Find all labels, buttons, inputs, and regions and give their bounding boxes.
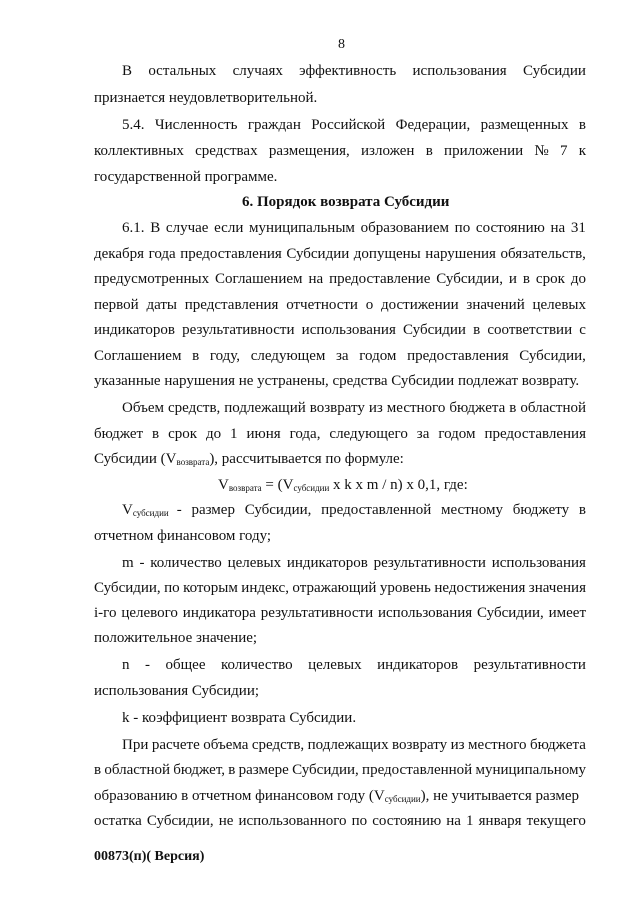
word: 1	[466, 813, 474, 829]
word: При	[122, 737, 149, 753]
word: размещенных	[480, 117, 569, 133]
word: количество	[221, 657, 293, 673]
word: областной	[520, 400, 586, 416]
word: расчете	[151, 737, 200, 753]
p5-line-3-text: образованию в отчетном финансовом году (V	[94, 788, 385, 804]
p3-line-5	[94, 323, 586, 338]
word: бюджета	[529, 737, 586, 753]
word: остальных	[148, 63, 217, 79]
word: 1	[230, 426, 238, 442]
word: -	[139, 555, 145, 571]
word: подлежащих	[307, 737, 389, 753]
word: году,	[209, 348, 241, 364]
p4-line-1	[122, 401, 586, 416]
word: Субсидии,	[244, 502, 312, 518]
word: до	[570, 271, 586, 287]
word: на	[446, 813, 461, 829]
word: в	[578, 117, 586, 133]
word: №	[534, 143, 549, 159]
p2-line-1	[122, 118, 586, 133]
word: предоставление	[329, 271, 431, 287]
p5-line-3	[94, 789, 579, 804]
p5-line-2	[94, 763, 586, 778]
word: граждан	[247, 117, 301, 133]
word: предоставления	[484, 426, 586, 442]
p4-line-2	[94, 427, 586, 442]
p5-line-3-tail: ), не учитывается размер	[420, 788, 579, 804]
word: Субсидии	[523, 63, 586, 79]
page-number: 8	[338, 37, 345, 52]
word: обязательств,	[500, 246, 586, 262]
word: использования	[377, 605, 473, 621]
word: июня	[246, 426, 281, 442]
word: уровень	[379, 580, 431, 596]
word: в	[522, 271, 530, 287]
word: если	[214, 220, 244, 236]
word: значений	[466, 297, 525, 313]
word: 7	[559, 143, 568, 159]
word: в	[228, 762, 236, 778]
p3-line-1	[122, 221, 586, 236]
word: 5.4.	[122, 117, 145, 133]
word: с	[579, 322, 586, 338]
word: i-го	[94, 605, 117, 621]
word: Соглашением	[94, 348, 182, 364]
word: предоставленной	[321, 502, 432, 518]
def-v-symbol: Vсубсидии	[122, 502, 169, 518]
word: имеет	[548, 605, 586, 621]
word: местного	[467, 737, 527, 753]
def-m-line-4: положительное значение;	[94, 630, 258, 646]
word: Субсидии,	[146, 813, 214, 829]
word: состоянию	[475, 220, 545, 236]
p3-line-3	[94, 272, 586, 287]
word: Субсидии,	[94, 580, 161, 596]
word: и	[508, 271, 517, 287]
word: срок	[168, 426, 198, 442]
word: приложении	[444, 143, 524, 159]
word: результативности	[373, 555, 486, 571]
word: размер	[191, 502, 235, 518]
word: текущего	[526, 813, 586, 829]
word: Объем	[122, 400, 164, 416]
formula-sub-1: возврата	[228, 483, 262, 493]
word: в	[94, 762, 102, 778]
word: из	[450, 737, 465, 753]
p3-line-7: указанные нарушения не устранены, средства Субсидии подлежат возврату.	[94, 373, 580, 389]
def-v-line-1	[122, 503, 586, 518]
word: в	[425, 143, 433, 159]
word: индикаторов	[94, 322, 175, 338]
word: в	[152, 426, 160, 442]
word: на	[308, 271, 324, 287]
word: использованного	[238, 813, 347, 829]
def-n-line-2: использования Субсидии;	[94, 683, 260, 699]
word: Субсидии,	[292, 762, 359, 778]
word: индекс,	[241, 580, 289, 596]
word: количество	[150, 555, 222, 571]
word: Федерации,	[395, 117, 471, 133]
p5-line-3-subscript: субсидии	[384, 794, 421, 804]
word: возврату	[309, 400, 365, 416]
word: по	[454, 220, 471, 236]
p3-line-6	[94, 349, 586, 364]
word: о	[365, 297, 374, 313]
word: коллективных	[94, 143, 184, 159]
word: предоставленной	[362, 762, 473, 778]
word: Соглашением	[215, 271, 303, 287]
word: которым	[183, 580, 238, 596]
word: декабря	[94, 246, 145, 262]
p3-line-4	[94, 298, 586, 313]
word: Российской	[311, 117, 386, 133]
word: результативности	[473, 657, 586, 673]
word: в	[473, 322, 481, 338]
word: предоставления	[407, 348, 509, 364]
word: из	[368, 400, 383, 416]
word: даты	[146, 297, 178, 313]
word: областной	[104, 762, 171, 778]
word: Численность	[154, 117, 238, 133]
def-m-line-3	[94, 606, 586, 621]
word: эффективность	[299, 63, 397, 79]
word: до	[205, 426, 222, 442]
word: достижении	[381, 297, 459, 313]
formula-mid: = (V	[261, 477, 294, 493]
word: января	[478, 813, 522, 829]
word: размещения,	[268, 143, 350, 159]
word: результативности	[182, 322, 295, 338]
word: муниципальному	[475, 762, 586, 778]
word: по	[351, 813, 368, 829]
word: значения	[528, 580, 586, 596]
word: 31	[570, 220, 586, 236]
word: целевых	[532, 297, 586, 313]
formula-v: V	[218, 477, 229, 493]
word: первой	[94, 297, 139, 313]
word: бюджет,	[173, 762, 226, 778]
word: случаях	[232, 63, 283, 79]
word: m	[122, 555, 134, 571]
p1-line-2: признается неудовлетворительной.	[94, 90, 318, 106]
word: допущены	[353, 246, 421, 262]
def-m-line-1	[122, 556, 586, 571]
word: бюджета	[449, 400, 506, 416]
word: случае	[165, 220, 209, 236]
word: годом	[359, 348, 397, 364]
word: муниципальным	[249, 220, 355, 236]
word: объема	[203, 737, 249, 753]
p4-line-3-tail: ), рассчитывается по формуле:	[209, 451, 404, 467]
word: В	[150, 220, 161, 236]
word: годом	[438, 426, 476, 442]
formula-sub-2: субсидии	[293, 483, 330, 493]
word: бюджет	[94, 426, 144, 442]
word: средств,	[167, 400, 221, 416]
word: использования	[301, 322, 396, 338]
word: изложен	[361, 143, 415, 159]
word: за	[336, 348, 349, 364]
def-k: k - коэффициент возврата Субсидии.	[122, 710, 357, 726]
word: использования	[491, 555, 586, 571]
def-m-line-2	[94, 581, 586, 596]
word: подлежащий	[224, 400, 306, 416]
p4-line-3-subscript: возврата	[176, 457, 210, 467]
word: -	[176, 502, 182, 518]
word: предоставления	[180, 246, 282, 262]
def-v-words	[177, 503, 586, 518]
word: использования	[412, 63, 507, 79]
word: 6.1.	[122, 220, 145, 236]
section-heading: 6. Порядок возврата Субсидии	[242, 194, 450, 210]
word: n	[122, 657, 130, 673]
word: образованием	[360, 220, 449, 236]
p1-line-1	[122, 64, 586, 79]
word: средств,	[251, 737, 305, 753]
word: за	[416, 426, 430, 442]
word: недостижения	[434, 580, 526, 596]
word: года	[148, 246, 176, 262]
word: Субсидии,	[436, 271, 503, 287]
word: не	[218, 813, 234, 829]
word: года,	[289, 426, 321, 442]
word: В	[122, 63, 133, 79]
word: срок	[535, 271, 565, 287]
word: на	[550, 220, 566, 236]
word: соответствии	[487, 322, 573, 338]
word: по	[164, 580, 180, 596]
word: возврату	[392, 737, 448, 753]
formula-tail: x k x m / n) x 0,1, где:	[329, 477, 468, 493]
word: индикаторов	[377, 657, 459, 673]
def-v-line-2: отчетном финансовом году;	[94, 528, 272, 544]
p3-line-2	[94, 247, 586, 262]
p2-line-2	[94, 144, 586, 159]
word: к	[578, 143, 586, 159]
word: общее	[165, 657, 206, 673]
word: нарушения	[425, 246, 496, 262]
word: предусмотренных	[94, 271, 210, 287]
word: в	[509, 400, 517, 416]
p2-line-3: государственной программе.	[94, 169, 278, 185]
word: отражающий	[292, 580, 377, 596]
word: результативности	[260, 605, 374, 621]
word: следующем	[250, 348, 326, 364]
p5-line-4	[94, 814, 586, 829]
word: целевых	[308, 657, 362, 673]
word: следующего	[329, 426, 408, 442]
word: представления	[184, 297, 279, 313]
word: целевого	[121, 605, 178, 621]
p4-line-3-text: Субсидии (V	[94, 451, 177, 467]
word: в	[578, 502, 586, 518]
word: Субсидии,	[477, 605, 544, 621]
word: местного	[386, 400, 446, 416]
word: в	[192, 348, 200, 364]
word: местному	[441, 502, 503, 518]
word: отчетности	[286, 297, 358, 313]
word: Субсидии	[403, 322, 466, 338]
word: Субсидии,	[519, 348, 586, 364]
word: бюджету	[512, 502, 570, 518]
def-n-line-1	[122, 658, 586, 673]
word: остатка	[94, 813, 142, 829]
p4-line-3	[94, 452, 404, 467]
word: состоянию	[372, 813, 442, 829]
word: целевых	[227, 555, 282, 571]
formula	[218, 478, 468, 493]
document-footer-code: 00873(п)( Версия)	[94, 849, 205, 864]
word: индикатора	[182, 605, 256, 621]
p5-line-1	[122, 738, 586, 753]
word: -	[145, 657, 150, 673]
word: Субсидии	[286, 246, 350, 262]
word: индикаторов	[286, 555, 368, 571]
word: средствах	[195, 143, 258, 159]
word: размере	[238, 762, 289, 778]
